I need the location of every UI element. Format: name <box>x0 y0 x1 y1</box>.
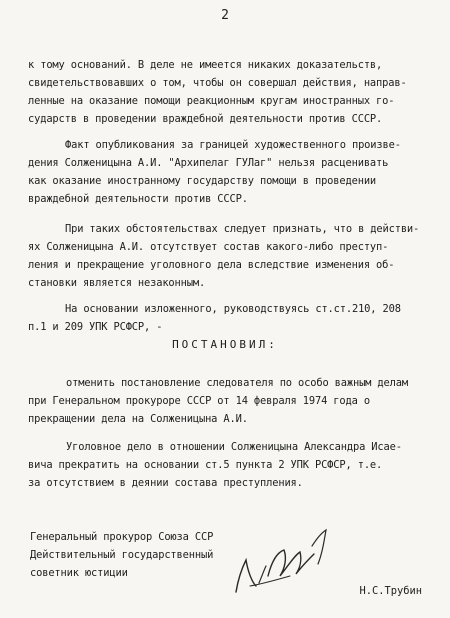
signatory-rank: Действительный государственный <box>30 549 214 561</box>
text-line: свидетельствовавших о том, чтобы он совершал действия, направ- <box>28 77 407 89</box>
text-line: враждебной деятельности против СССР. <box>28 193 248 205</box>
handwritten-signature <box>228 512 336 602</box>
text-line: прекращении дела на Солженицына А.И. <box>28 413 248 425</box>
text-line: становки является незаконным. <box>28 277 206 289</box>
text-line: за отсутствием в деянии состава преступления. <box>28 477 303 489</box>
text-line: Факт опубликования за границей художественного произве- <box>65 139 401 151</box>
text-line: ленные на оказание помощи реакционным кругам иностранных го- <box>28 95 395 107</box>
decision-heading: ПОСТАНОВИЛ: <box>172 338 278 351</box>
text-line: отменить постановление следователя по особо важным делам <box>66 377 408 389</box>
text-line: вича прекратить на основании ст.5 пункта 2 УПК РСФСР, т.е. <box>28 459 383 471</box>
text-line: к тому оснований. В деле не имеется никаких доказательств, <box>28 59 383 71</box>
page-number: 2 <box>221 8 229 23</box>
signatory-rank-2: советник юстиции <box>30 567 128 579</box>
text-line: дения Солженицына А.И. "Архипелаг ГУЛаг" нельзя расценивать <box>28 157 389 169</box>
text-line: При таких обстоятельствах следует признать, что в действи- <box>65 223 420 235</box>
text-line: Уголовное дело в отношении Солженицына Александра Исае- <box>66 441 402 453</box>
text-line: сударств в проведении враждебной деятельности против СССР. <box>28 113 383 125</box>
text-line: при Генеральном прокуроре СССР от 14 февраля 1974 года о <box>28 395 370 407</box>
text-line: п.1 и 209 УПК РСФСР, - <box>28 321 163 333</box>
text-line: На основании изложенного, руководствуясь ст.ст.210, 208 <box>65 303 401 315</box>
signatory-name: Н.С.Трубин <box>359 585 422 597</box>
signatory-title: Генеральный прокурор Союза ССР <box>30 531 214 543</box>
text-line: ях Солженицына А.И. отсутствует состав какого-либо преступ- <box>28 241 389 253</box>
text-line: ления и прекращение уголовного дела вследствие изменения об- <box>28 259 395 271</box>
text-line: как оказание иностранному государству помощи в проведении <box>28 175 377 187</box>
